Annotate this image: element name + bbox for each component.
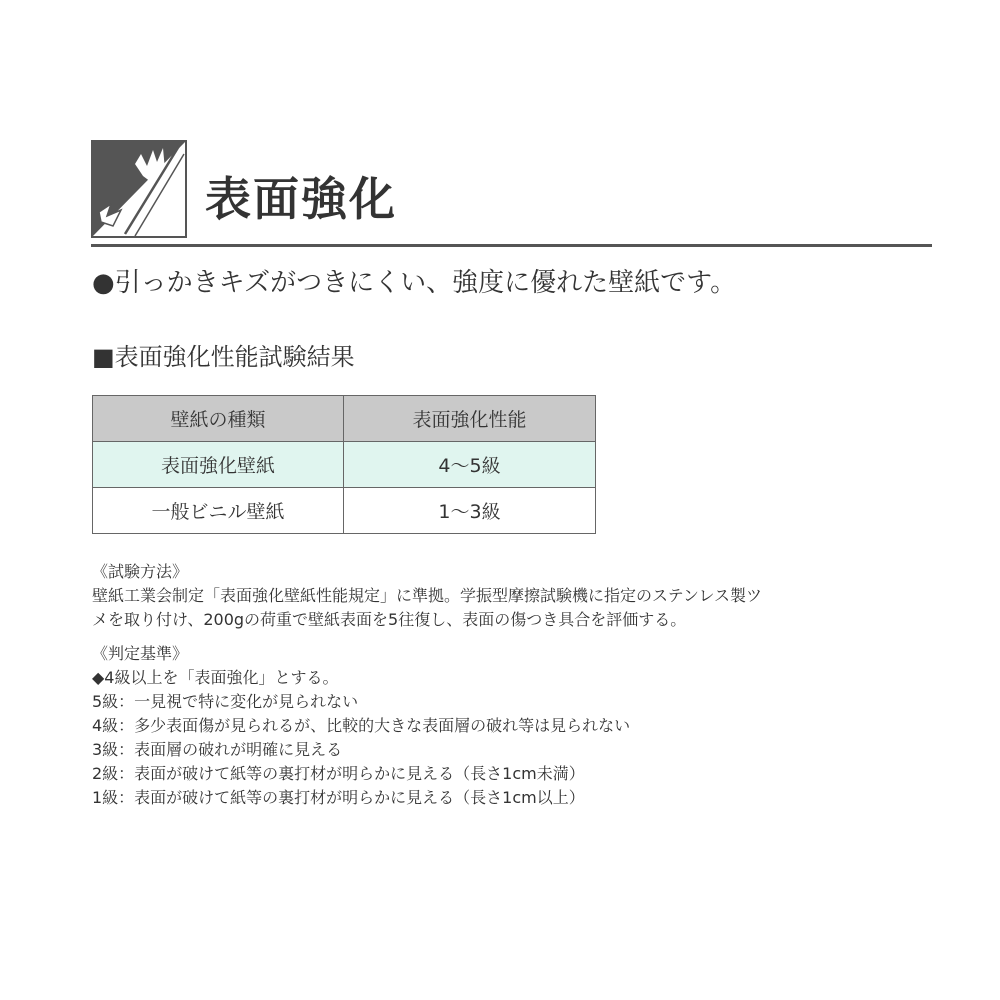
page-title: 表面強化 [205, 172, 397, 226]
test-method-heading: 《試験方法》 [92, 562, 189, 581]
criteria-line: 3級：表面層の破れが明確に見える [92, 740, 343, 759]
criteria-line: 4級：多少表面傷が見られるが、比較的大きな表面層の破れ等は見られない [92, 716, 631, 735]
column-header-type: 壁紙の種類 [93, 396, 344, 442]
notes [92, 560, 922, 810]
criteria-line: 1級：表面が破けて紙等の裏打材が明らかに見える（長さ1cm以上） [92, 788, 585, 807]
table-cell: 4〜5級 [344, 442, 596, 488]
title-divider [91, 244, 932, 247]
test-method-line: 壁紙工業会制定「表面強化壁紙性能規定」に準拠。学振型摩擦試験機に指定のステンレス製ツ [92, 586, 763, 605]
criteria-line: 2級：表面が破けて紙等の裏打材が明らかに見える（長さ1cm未満） [92, 764, 585, 783]
table-row [93, 442, 596, 488]
table-header-row [93, 396, 596, 442]
column-header-performance: 表面強化性能 [344, 396, 596, 442]
test-method-line: メを取り付け、200gの荷重で壁紙表面を5往復し、表面の傷つき具合を評価する。 [92, 610, 687, 629]
criteria-heading: 《判定基準》 [92, 644, 189, 663]
table-row [93, 488, 596, 534]
table-cell: 一般ビニル壁紙 [93, 488, 344, 534]
tagline: ●引っかきキズがつきにくい、強度に優れた壁紙です。 [92, 268, 737, 298]
scratch-slash-icon [91, 140, 187, 238]
table-cell: 1〜3級 [344, 488, 596, 534]
criteria-line: ◆4級以上を「表面強化」とする。 [92, 668, 339, 687]
results-table [92, 395, 596, 534]
table-cell: 表面強化壁紙 [93, 442, 344, 488]
criteria-line: 5級：一見視で特に変化が見られない [92, 692, 359, 711]
section-title: ■表面強化性能試験結果 [92, 343, 355, 371]
